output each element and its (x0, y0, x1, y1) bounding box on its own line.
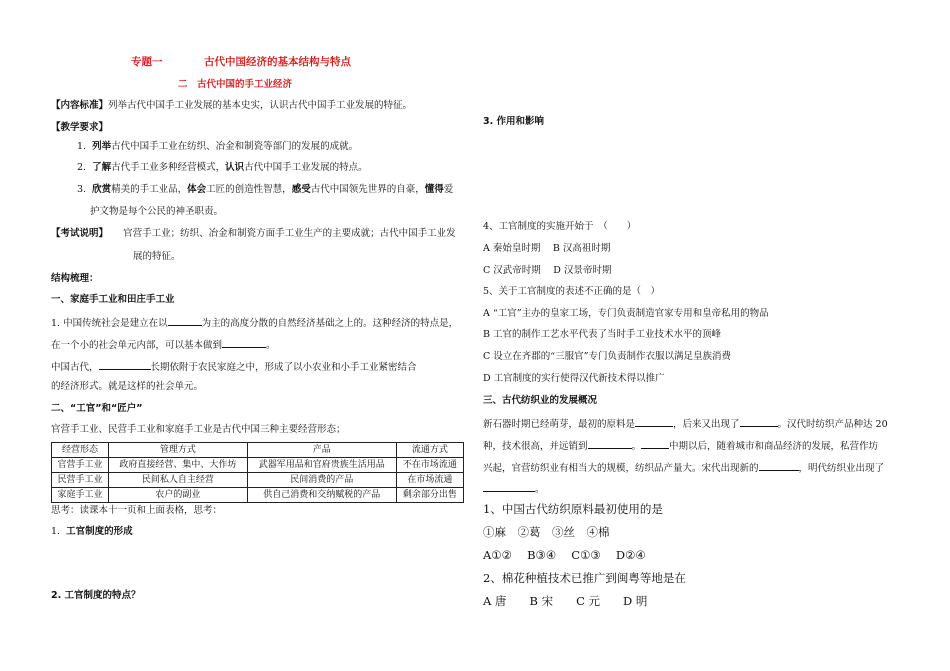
table-cell: 政府直接经营、集中、大作坊 (108, 458, 247, 473)
table-header: 管理方式 (108, 443, 247, 458)
structure-heading: 结构梳理： (51, 273, 99, 284)
paragraph-2-cont: 的经济形式。就是这样的社会单元。 (51, 381, 204, 392)
table-row (52, 458, 464, 473)
section-3-heading: 三、古代纺织业的发展概况 (483, 395, 598, 406)
table-cell: 不在市场流通 (396, 458, 463, 473)
mc-4-options-cd: C 汉武帝时期 D 汉景帝时期 (483, 265, 612, 276)
table-cell: 农户的副业 (108, 488, 247, 503)
paragraph-5: 种，技术很高，并远销到 。 中期以后，随着城市和商品经济的发展，私营作坊 (483, 438, 878, 453)
table-row (52, 488, 464, 503)
question-2: 2. 工官制度的特点？ (51, 590, 141, 601)
table-cell: 家庭手工业 (52, 488, 109, 503)
requirement-2: 2. 了解古代手工业多种经营模式，认识古代中国手工业发展的特点。 (77, 162, 368, 173)
table-cell: 官营手工业 (52, 458, 109, 473)
table-cell: 供自己消费和交纳赋税的产品 (247, 488, 396, 503)
table-cell: 剩余部分出售 (396, 488, 463, 503)
page-subtitle: 二 古代中国的手工业经济 (178, 79, 293, 90)
table-header-row (52, 443, 464, 458)
table-cell: 民间私人自主经营 (108, 473, 247, 488)
teaching-heading: 【教学要求】 (51, 122, 109, 133)
paragraph-4: 新石器时期已经萌芽，最初的原料是 ，后来又出现了 。汉代时纺织产品种达 20 (483, 416, 888, 431)
requirement-3: 3. 欣赏精美的手工业品，体会工匠的创造性智慧，感受古代中国领先世界的自豪，懂得爱 (77, 184, 454, 195)
paragraph-1: 1. 中国传统社会是建立在以 为主的高度分散的自然经济基础之上的。这种经济的特点是， (51, 315, 458, 330)
mc-5-option-c: C 设立在齐郡的“三服官”专门负责制作衣服以满足皇族消费 (483, 351, 732, 362)
mc-4-options-ab: A 秦始皇时期 B 汉高祖时期 (483, 243, 611, 254)
sub-question-1-answers: A①② B③④ C①③ D②④ (483, 548, 646, 562)
sub-question-2-answers: A 唐 B 宋 C 元 D 明 (483, 594, 648, 608)
table-cell: 武器军用品和官府贵族生活用品 (247, 458, 396, 473)
requirement-1: 1. 列举古代中国手工业在纺织、冶金和制瓷等部门的发展的成就。 (77, 141, 359, 152)
mc-question-4: 4、工官制度的实施开始于 （ ） (483, 221, 637, 232)
page-title: 古代中国经济的基本结构与特点 (204, 56, 351, 68)
sub-question-1: 1、中国古代纺织原料最初使用的是 (483, 502, 663, 516)
table-cell: 民间消费的产品 (247, 473, 396, 488)
section-1-heading: 一、家庭手工业和田庄手工业 (51, 294, 175, 305)
sub-question-1-options: ①麻 ②葛 ③丝 ④棉 (483, 525, 610, 539)
think-prompt: 思考：读课本十一页和上面表格，思考： (51, 505, 223, 516)
table-row (52, 473, 464, 488)
mc-5-option-a: A “工官”主办的皇家工场，专门负责制造官家专用和皇帝私用的物品 (483, 308, 769, 319)
requirement-3-cont: 护文物是每个公民的神圣职责。 (90, 206, 224, 217)
table-header: 产品 (247, 443, 396, 458)
table-header: 经营形态 (52, 443, 109, 458)
paragraph-2: 中国古代， 长期依附于农民家庭之中，形成了以小农业和小手工业紧密结合 (51, 359, 417, 374)
title-prefix: 专题一 (131, 56, 163, 68)
table-cell: 民营手工业 (52, 473, 109, 488)
table-header: 流通方式 (396, 443, 463, 458)
question-1: 1. 工官制度的形成 (51, 526, 133, 537)
paragraph-7: 。 (483, 481, 545, 496)
management-table (51, 442, 464, 503)
mc-5-option-d: D 工官制度的实行使得汉代新技术得以推广 (483, 373, 665, 384)
table-cell: 在市场流通 (396, 473, 463, 488)
mc-question-5: 5、关于工官制度的表述不正确的是（ ） (483, 286, 661, 297)
content-standard: 【内容标准】列举古代中国手工业发展的基本史实，认识古代中国手工业发展的特征。 (51, 100, 413, 111)
paragraph-6: 兴起，官营纺织业有相当大的规模，纺织品产量大。宋代出现新的 ，明代纺织业出现了 (483, 460, 884, 475)
exam-explanation-cont: 展的特征。 (133, 251, 181, 262)
section-2-heading: 二、“工官”和“匠户” (51, 403, 143, 414)
mc-5-option-b: B 工官的制作工艺水平代表了当时手工业技术水平的顶峰 (483, 329, 722, 340)
paragraph-1-cont: 在一个小的社会单元内部，可以基本做到 。 (51, 337, 276, 352)
paragraph-3: 官营手工业、民营手工业和家庭手工业是古代中国三种主要经营形态； (51, 424, 346, 435)
question-3: 3. 作用和影响 (483, 116, 545, 127)
exam-explanation: 【考试说明】 官营手工业；纺织、冶金和制瓷方面手工业生产的主要成就；古代中国手工业发 (51, 228, 456, 239)
sub-question-2: 2、棉花种植技术已推广到闽粤等地是在 (483, 571, 686, 585)
